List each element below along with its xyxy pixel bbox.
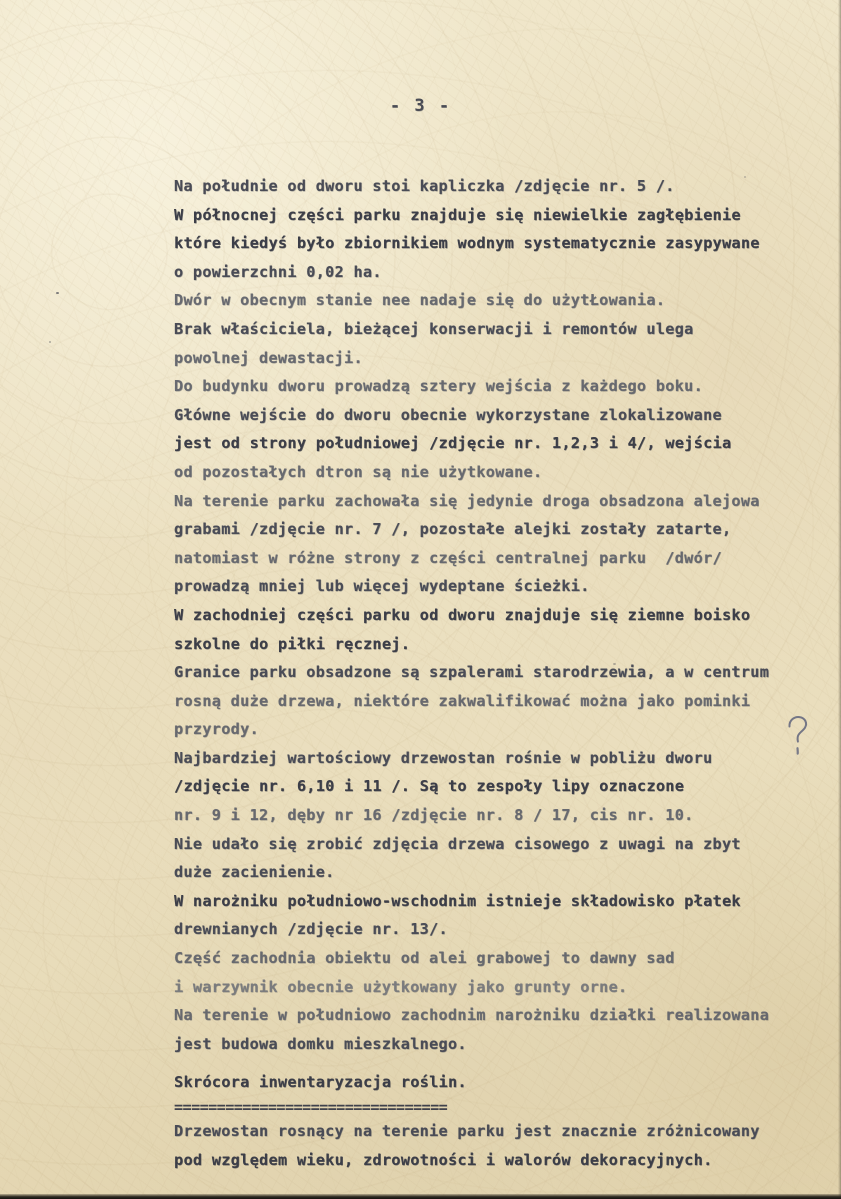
- text-line: jest od strony południowej /zdjęcie nr. 1,2,3 i 4/, wejścia: [174, 434, 732, 453]
- text-line: rosną duże drzewa, niektóre zakwalifikować można jako pominki: [174, 691, 751, 710]
- text-line: nr. 9 i 12, dęby nr 16 /zdjęcie nr. 8 / 17, cis nr. 10.: [174, 806, 694, 825]
- text-line: powolnej dewastacji.: [174, 348, 363, 367]
- text-line: Drzewostan rosnący na terenie parku jest znacznie zróżnicowany: [174, 1122, 760, 1140]
- text-line: W północnej części parku znajduje się niewielkie zagłębienie: [174, 205, 741, 224]
- body-paragraph-lines: [174, 172, 834, 1058]
- handwritten-question-mark-icon: [782, 714, 816, 760]
- text-line: prowadzą mniej lub więcej wydeptane ścieżki.: [174, 577, 590, 596]
- text-line: które kiedyś było zbiornikiem wodnym systematycznie zasypywane: [174, 234, 760, 253]
- page-number: - 3 -: [389, 96, 452, 116]
- text-line: jest budowa domku mieszkalnego.: [174, 1034, 467, 1053]
- paragraph-spacer: [174, 1058, 834, 1068]
- text-line: i warzywnik obecnie użytkowany jako grunty orne.: [174, 977, 628, 996]
- text-line: Brak właściciela, bieżącej konserwacji i remontów ulega: [174, 319, 694, 338]
- text-line: Część zachodnia obiektu od alei grabowej to dawny sad: [174, 949, 675, 968]
- text-line: grabami /zdjęcie nr. 7 /, pozostałe alejki zostały zatarte,: [174, 520, 732, 539]
- text-line: szkolne do piłki ręcznej.: [174, 634, 411, 653]
- text-line: Na terenie parku zachowała się jedynie droga obsadzona alejowa: [174, 491, 760, 510]
- document-body: [174, 172, 834, 1174]
- text-line: Dwór w obecnym stanie nee nadaje się do użytŁowania.: [174, 291, 666, 310]
- section-body-lines: [174, 1117, 834, 1174]
- text-line: Na południe od dworu stoi kapliczka /zdjęcie nr. 5 /.: [174, 177, 675, 195]
- text-line: drewnianych /zdjęcie nr. 13/.: [174, 920, 448, 939]
- text-line: Nie udało się zrobić zdjęcia drzewa cisowego z uwagi na zbyt: [174, 834, 741, 853]
- text-line: przyrody.: [174, 720, 260, 739]
- section-heading-group: [174, 1068, 834, 1117]
- text-line: od pozostałych dtron są nie użytkowane.: [174, 462, 543, 481]
- text-line: Najbardziej wartościowy drzewostan rośnie w pobliżu dworu: [174, 748, 713, 767]
- section-heading: Skrócora inwentaryzacja roślin.: [174, 1073, 467, 1092]
- section-heading-underline: ================================: [174, 1098, 448, 1116]
- text-line: natomiast w różne strony z części centralnej parku /dwór/: [174, 548, 722, 567]
- text-line: /zdjęcie nr. 6,10 i 11 /. Są to zespoły lipy oznaczone: [174, 777, 685, 796]
- text-line: o powierzchni 0,02 ha.: [174, 262, 382, 281]
- text-line: Główne wejście do dworu obecnie wykorzystane zlokalizowane: [174, 405, 722, 424]
- text-line: pod względem wieku, zdrowotności i walorów dekoracyjnych.: [174, 1150, 713, 1169]
- text-line: Do budynku dworu prowadzą sztery wejścia z każdego boku.: [174, 377, 704, 396]
- text-line: W zachodniej części parku od dworu znajduje się ziemne boisko: [174, 605, 751, 624]
- text-line: W narożniku południowo-wschodnim istnieje składowisko płatek: [174, 891, 741, 910]
- text-line: duże zacienienie.: [174, 863, 335, 882]
- text-line: Na terenie w południowo zachodnim narożniku działki realizowana: [174, 1006, 770, 1025]
- text-line: Granice parku obsadzone są szpalerami starodrzewia, a w centrum: [174, 663, 770, 682]
- scan-edge-bottom: [0, 1194, 841, 1199]
